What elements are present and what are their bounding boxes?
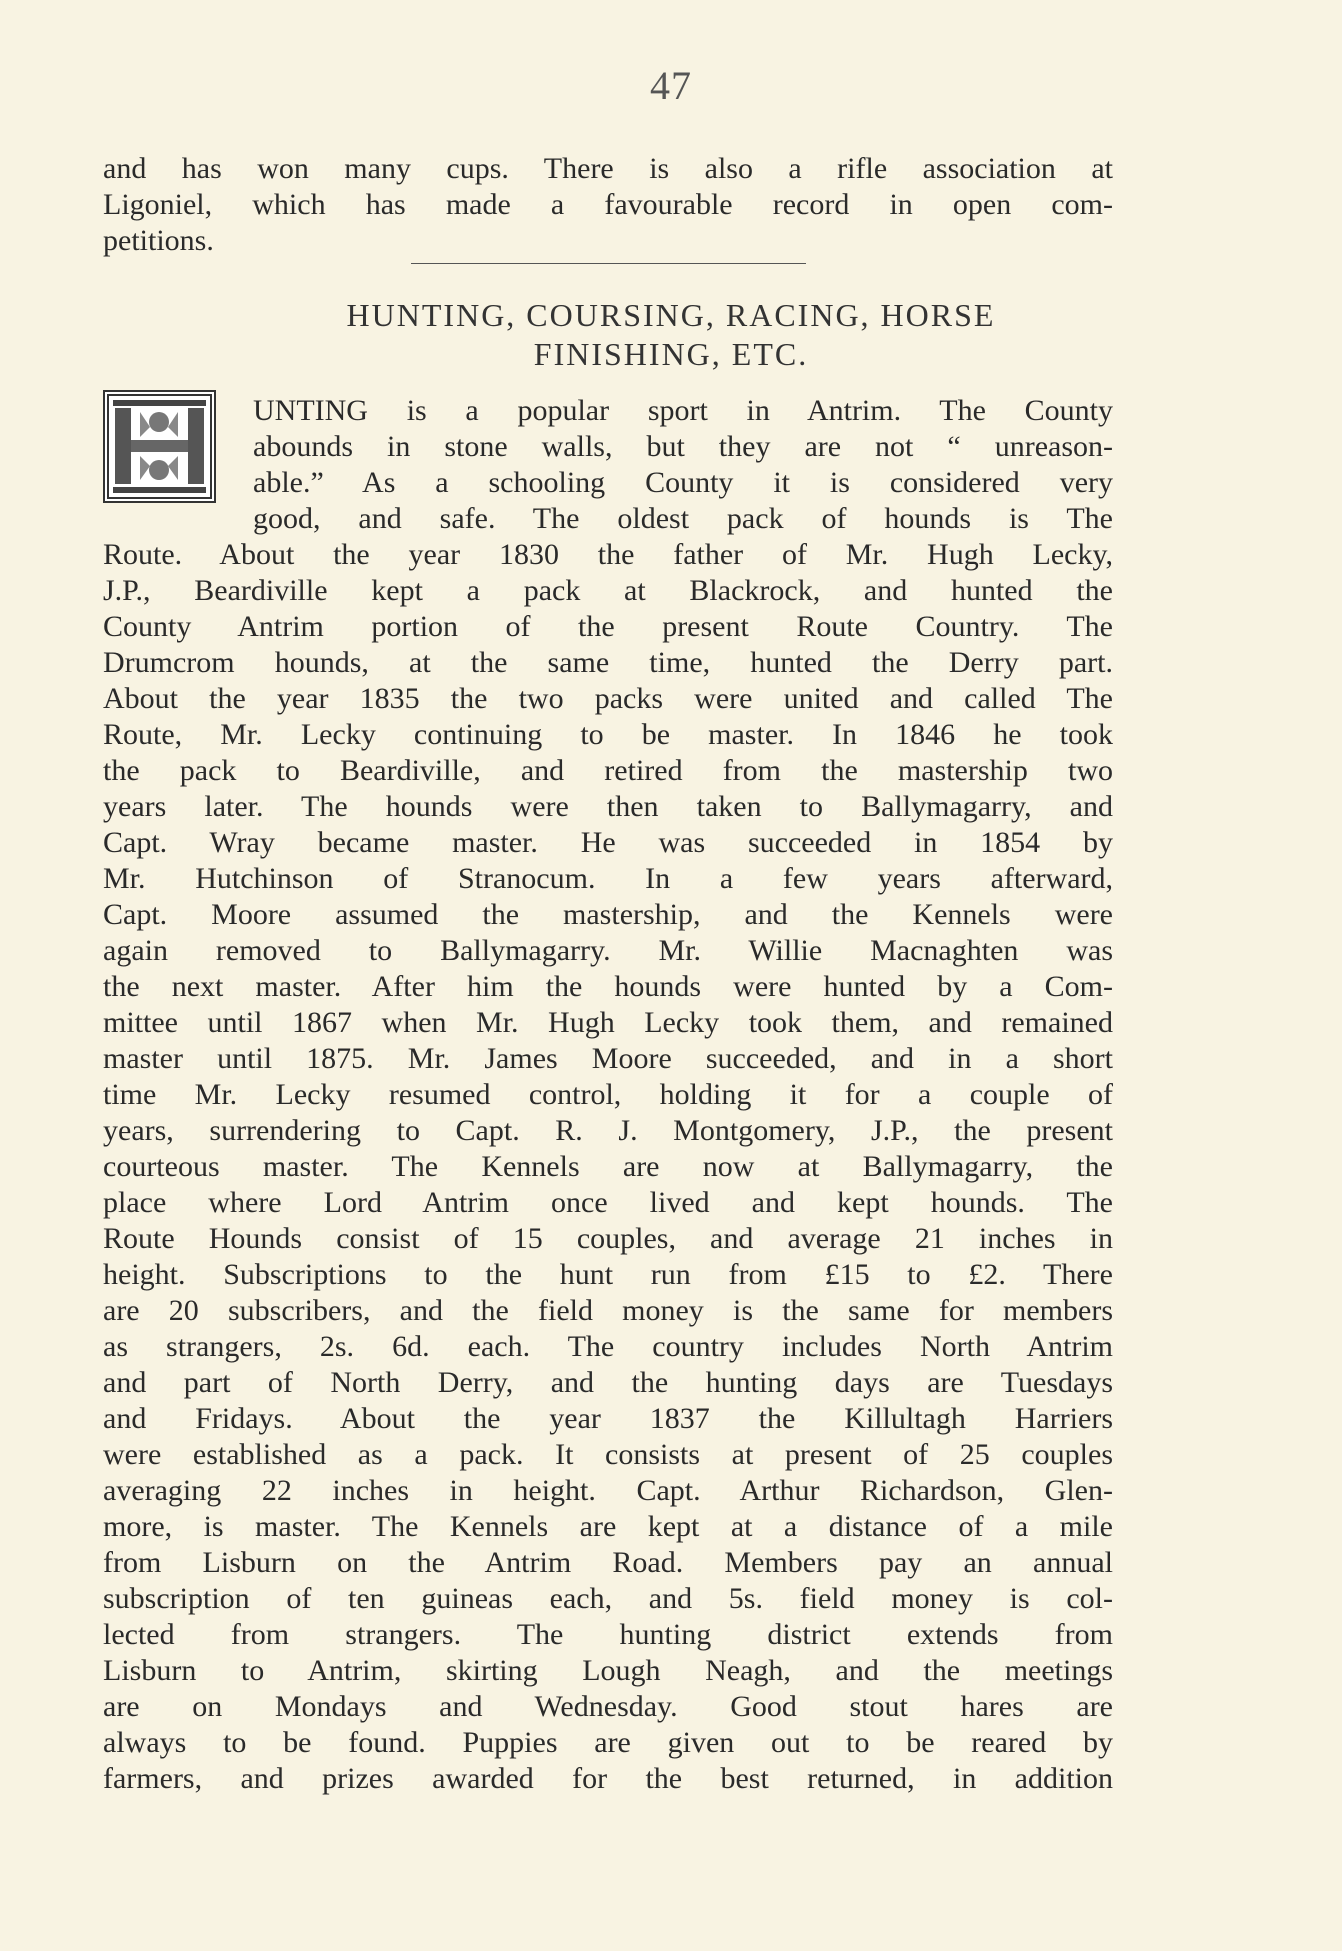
intro-line-1: and has won many cups. There is also a rifle association at — [103, 152, 1113, 185]
body-line: place where Lord Antrim once lived and kept hounds. The — [103, 1186, 1113, 1219]
para-indented-line-1: UNTING is a popular sport in Antrim. The County — [253, 394, 1113, 427]
body-line: are on Mondays and Wednesday. Good stout hares are — [103, 1690, 1113, 1723]
body-line: J.P., Beardiville kept a pack at Blackrock, and hunted the — [103, 574, 1113, 607]
body-line: more, is master. The Kennels are kept at a distance of a mile — [103, 1510, 1113, 1543]
section-divider — [411, 263, 806, 264]
page-number: 47 — [650, 63, 692, 108]
body-line: height. Subscriptions to the hunt run from £15 to £2. There — [103, 1258, 1113, 1291]
body-line: averaging 22 inches in height. Capt. Arthur Richardson, Glen- — [103, 1474, 1113, 1507]
para-indented-line-2: abounds in stone walls, but they are not “ unreason- — [253, 430, 1113, 463]
body-line: as strangers, 2s. 6d. each. The country includes North Antrim — [103, 1330, 1113, 1363]
body-line: from Lisburn on the Antrim Road. Members pay an annual — [103, 1546, 1113, 1579]
section-heading-line-2: FINISHING, ETC. — [533, 336, 809, 372]
body-line: Capt. Moore assumed the mastership, and the Kennels were — [103, 898, 1113, 931]
body-line: were established as a pack. It consists at present of 25 couples — [103, 1438, 1113, 1471]
body-line: Route, Mr. Lecky continuing to be master. In 1846 he took — [103, 718, 1113, 751]
body-line: County Antrim portion of the present Route Country. The — [103, 610, 1113, 643]
body-line: Route Hounds consist of 15 couples, and average 21 inches in — [103, 1222, 1113, 1255]
body-line: years, surrendering to Capt. R. J. Montgomery, J.P., the present — [103, 1114, 1113, 1147]
body-line: and Fridays. About the year 1837 the Killultagh Harriers — [103, 1402, 1113, 1435]
body-line: the pack to Beardiville, and retired from the mastership two — [103, 754, 1113, 787]
body-line: Mr. Hutchinson of Stranocum. In a few years afterward, — [103, 862, 1113, 895]
para-indented-line-3: able.” As a schooling County it is considered very — [253, 466, 1113, 499]
body-line: subscription of ten guineas each, and 5s. field money is col- — [103, 1582, 1113, 1615]
body-line: years later. The hounds were then taken to Ballymagarry, and — [103, 790, 1113, 823]
body-line: Capt. Wray became master. He was succeeded in 1854 by — [103, 826, 1113, 859]
body-line: and part of North Derry, and the hunting days are Tuesdays — [103, 1366, 1113, 1399]
body-line: always to be found. Puppies are given out to be reared by — [103, 1726, 1113, 1759]
ornate-initial-icon — [103, 390, 216, 503]
body-line: mittee until 1867 when Mr. Hugh Lecky took them, and remained — [103, 1006, 1113, 1039]
body-line: again removed to Ballymagarry. Mr. Willie Macnaghten was — [103, 934, 1113, 967]
para-indented-line-4: good, and safe. The oldest pack of hounds is The — [253, 502, 1113, 535]
body-line: the next master. After him the hounds were hunted by a Com- — [103, 970, 1113, 1003]
body-line: Lisburn to Antrim, skirting Lough Neagh, and the meetings — [103, 1654, 1113, 1687]
body-line: courteous master. The Kennels are now at Ballymagarry, the — [103, 1150, 1113, 1183]
intro-line-3: petitions. — [103, 224, 214, 257]
body-line: Route. About the year 1830 the father of Mr. Hugh Lecky, — [103, 538, 1113, 571]
body-line: Drumcrom hounds, at the same time, hunted the Derry part. — [103, 646, 1113, 679]
intro-line-2: Ligoniel, which has made a favourable record in open com- — [103, 188, 1113, 221]
body-line: master until 1875. Mr. James Moore succeeded, and in a short — [103, 1042, 1113, 1075]
body-line: lected from strangers. The hunting district extends from — [103, 1618, 1113, 1651]
section-heading-line-1: HUNTING, COURSING, RACING, HORSE — [346, 297, 996, 333]
body-line: farmers, and prizes awarded for the best returned, in addition — [103, 1762, 1113, 1795]
body-line: About the year 1835 the two packs were united and called The — [103, 682, 1113, 715]
body-line: time Mr. Lecky resumed control, holding it for a couple of — [103, 1078, 1113, 1111]
body-line: are 20 subscribers, and the field money is the same for members — [103, 1294, 1113, 1327]
